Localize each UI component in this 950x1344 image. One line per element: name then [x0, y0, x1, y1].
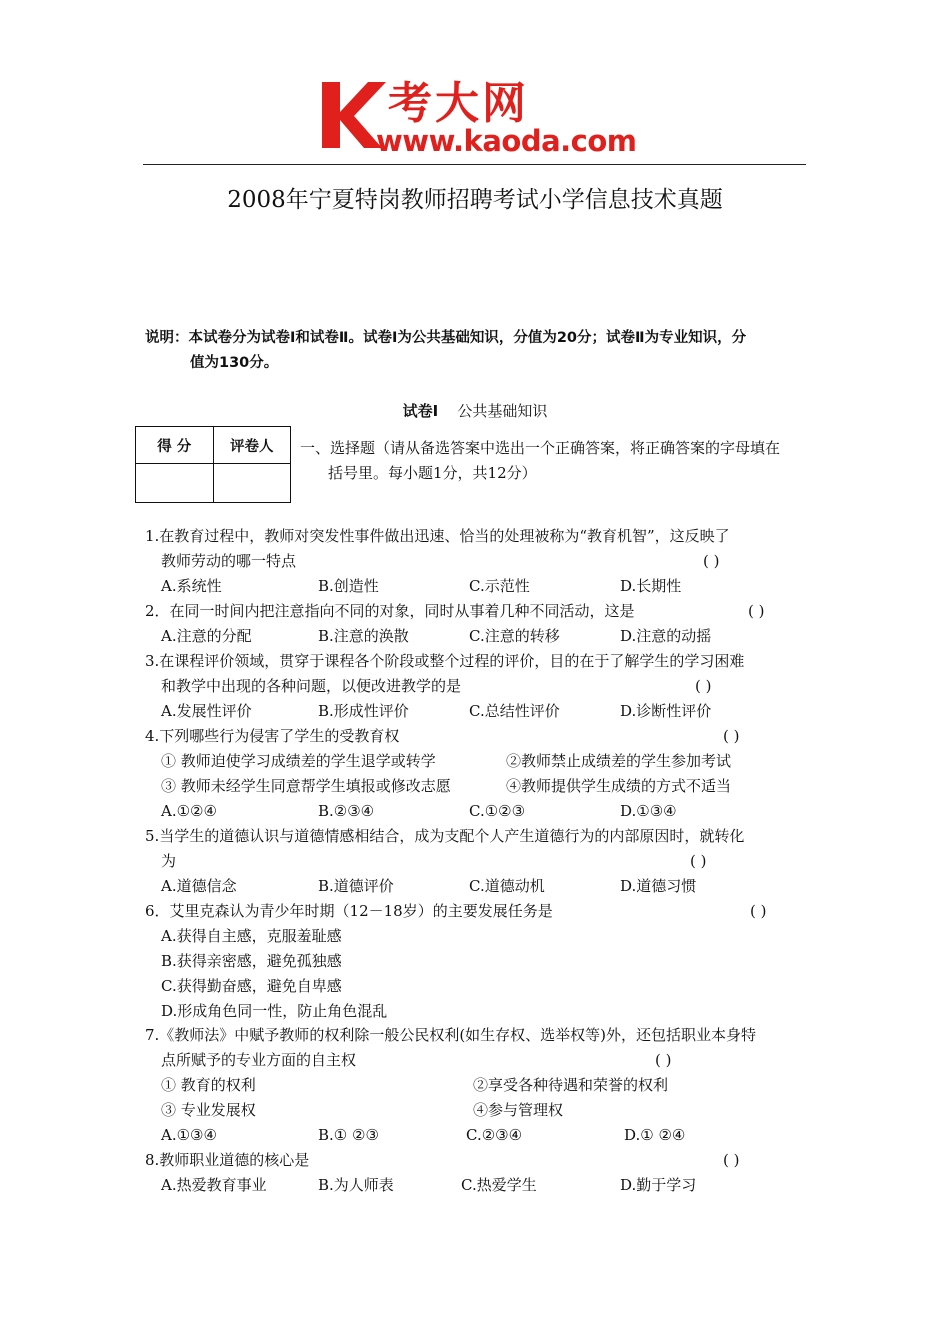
paper-name: 试卷Ⅰ	[402, 402, 439, 420]
score-cell[interactable]	[136, 464, 214, 503]
q7-item-4: ④参与管理权	[473, 1101, 564, 1119]
q3-option-b: B.形成性评价	[318, 702, 409, 720]
instructions-line-2: 值为130分。	[190, 355, 279, 371]
q1-option-a: A.系统性	[161, 577, 222, 595]
q5-option-a: A.道德信念	[161, 877, 237, 895]
q2-answer-blank[interactable]: ( )	[748, 602, 765, 620]
section-heading	[300, 436, 810, 486]
q3-answer-blank[interactable]: ( )	[695, 677, 712, 695]
q8-option-c: C.热爱学生	[461, 1176, 537, 1194]
q1-option-b: B.创造性	[318, 577, 379, 595]
q6-answer-blank[interactable]: ( )	[750, 902, 767, 920]
grader-cell[interactable]	[213, 464, 291, 503]
q6-option-c: C.获得勤奋感，避免自卑感	[161, 977, 342, 995]
section-line-2: 括号里。每小题1分，共12分）	[328, 464, 537, 482]
q4-stem-1: 4.下列哪些行为侵害了学生的受教育权	[145, 727, 400, 745]
header-rule	[143, 164, 806, 165]
q2-option-d: D.注意的动摇	[620, 627, 712, 645]
q2-stem-1: 2．在同一时间内把注意指向不同的对象，同时从事着几种不同活动，这是	[145, 602, 635, 620]
q7-option-d: D.① ②④	[624, 1126, 686, 1144]
q1-option-d: D.长期性	[620, 577, 682, 595]
q8-option-b: B.为人师表	[318, 1176, 394, 1194]
section-line-1: 一、选择题（请从备选答案中选出一个正确答案，将正确答案的字母填在	[300, 439, 781, 457]
q4-option-d: D.①③④	[620, 802, 677, 820]
exam-instructions	[145, 326, 810, 376]
q3-option-d: D.诊断性评价	[620, 702, 712, 720]
q4-option-a: A.①②④	[161, 802, 217, 820]
q6-option-b: B.获得亲密感，避免孤独感	[161, 952, 342, 970]
q7-option-b: B.① ②③	[318, 1126, 379, 1144]
q5-answer-blank[interactable]: ( )	[690, 852, 707, 870]
q3-option-a: A.发展性评价	[161, 702, 252, 720]
q5-option-d: D.道德习惯	[620, 877, 697, 895]
q3-stem-1: 3.在课程评价领域，贯穿于课程各个阶段或整个过程的评价，目的在于了解学生的学习困难	[145, 652, 745, 670]
kaoda-logo	[318, 78, 648, 160]
q4-option-b: B.②③④	[318, 802, 375, 820]
q7-answer-blank[interactable]: ( )	[655, 1051, 672, 1069]
q4-item-2: ②教师禁止成绩差的学生参加考试	[506, 752, 732, 770]
q1-answer-blank[interactable]: ( )	[703, 552, 720, 570]
score-header: 得 分	[136, 427, 214, 464]
q6-option-d: D.形成角色同一性，防止角色混乱	[161, 1002, 388, 1020]
page-title: 2008年宁夏特岗教师招聘考试小学信息技术真题	[227, 187, 723, 213]
q4-item-3: ③ 教师未经学生同意帮学生填报或修改志愿	[161, 777, 451, 795]
q8-answer-blank[interactable]: ( )	[723, 1151, 740, 1169]
q2-option-a: A.注意的分配	[161, 627, 252, 645]
q7-stem-2: 点所赋予的专业方面的自主权	[161, 1051, 357, 1069]
q6-stem-1: 6．艾里克森认为青少年时期（12－18岁）的主要发展任务是	[145, 902, 553, 920]
q1-stem-1: 1.在教育过程中，教师对突发性事件做出迅速、恰当的处理被称为“教育机智”，这反映了	[145, 527, 730, 545]
q8-stem-1: 8.教师职业道德的核心是	[145, 1151, 310, 1169]
paper-subject: 公共基础知识	[457, 402, 548, 420]
logo-url: www.kaoda.com	[376, 124, 637, 158]
grader-header: 评卷人	[213, 427, 291, 464]
q5-option-b: B.道德评价	[318, 877, 394, 895]
q4-option-c: C.①②③	[469, 802, 526, 820]
q7-item-3: ③ 专业发展权	[161, 1101, 256, 1119]
q5-stem-2: 为	[161, 852, 177, 870]
score-table	[135, 426, 291, 503]
q3-option-c: C.总结性评价	[469, 702, 560, 720]
q3-stem-2: 和教学中出现的各种问题，以便改进教学的是	[161, 677, 462, 695]
instructions-line-1: 说明：本试卷分为试卷Ⅰ和试卷Ⅱ。试卷Ⅰ为公共基础知识，分值为20分；试卷Ⅱ为专业知识，分	[145, 330, 747, 346]
q2-option-c: C.注意的转移	[469, 627, 560, 645]
q1-option-c: C.示范性	[469, 577, 530, 595]
q5-option-c: C.道德动机	[469, 877, 545, 895]
q7-stem-1: 7.《教师法》中赋予教师的权利除一般公民权利(如生存权、选举权等)外，还包括职业本身特	[145, 1026, 757, 1044]
paper-heading	[0, 400, 950, 422]
q1-stem-2: 教师劳动的哪一特点	[161, 552, 297, 570]
q7-item-1: ① 教育的权利	[161, 1076, 256, 1094]
q4-item-4: ④教师提供学生成绩的方式不适当	[506, 777, 732, 795]
q7-option-a: A.①③④	[161, 1126, 217, 1144]
q8-option-d: D.勤于学习	[620, 1176, 697, 1194]
q4-item-1: ① 教师迫使学习成绩差的学生退学或转学	[161, 752, 436, 770]
q4-answer-blank[interactable]: ( )	[723, 727, 740, 745]
q7-option-c: C.②③④	[466, 1126, 523, 1144]
q7-item-2: ②享受各种待遇和荣誉的权利	[473, 1076, 669, 1094]
q5-stem-1: 5.当学生的道德认识与道德情感相结合，成为支配个人产生道德行为的内部原因时，就转化	[145, 827, 745, 845]
q8-option-a: A.热爱教育事业	[161, 1176, 267, 1194]
logo-text-cn: 考大网	[388, 78, 529, 129]
q2-option-b: B.注意的涣散	[318, 627, 409, 645]
q6-option-a: A.获得自主感，克服羞耻感	[161, 927, 342, 945]
